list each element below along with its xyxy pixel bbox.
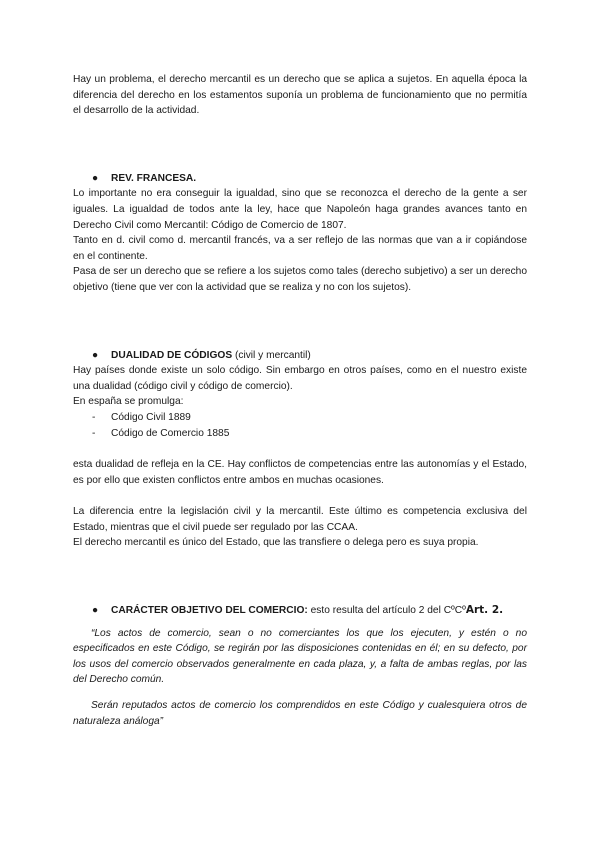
dash-marker: - bbox=[92, 427, 96, 439]
section-heading-caracter-objetivo bbox=[73, 603, 527, 619]
section-heading-dualidad bbox=[73, 348, 527, 364]
list-item-text: Código Civil 1889 bbox=[111, 411, 191, 423]
document-page bbox=[73, 72, 527, 729]
dualidad-paragraph-4: La diferencia entre la legislación civil y la mercantil. Este último es competencia exclusiva del Estado, mientras que el civil puede ser regulado por las CCAA. bbox=[73, 506, 527, 533]
dash-marker: - bbox=[92, 411, 96, 423]
dualidad-paragraph-2: En españa se promulga: bbox=[73, 396, 184, 408]
section-heading-rev-francesa bbox=[73, 171, 527, 187]
spacer bbox=[73, 488, 527, 504]
bullet-icon: ● bbox=[92, 605, 99, 617]
dualidad-paragraph-1: Hay países donde existe un solo código. Sin embargo en otros países, como en el nuestro existe una dualidad (código civil y código de comercio). bbox=[73, 365, 527, 392]
section-title: DUALIDAD DE CÓDIGOS bbox=[111, 349, 233, 361]
spacer bbox=[73, 551, 527, 603]
list-item bbox=[73, 426, 527, 442]
spacer bbox=[73, 619, 527, 626]
bullet-icon: ● bbox=[92, 172, 99, 184]
rev-francesa-paragraph-3: Pasa de ser un derecho que se refiere a los sujetos como tales (derecho subjetivo) a ser un derecho objetivo (tiene que ver con la actividad que se realiza y no con los sujetos). bbox=[73, 266, 527, 293]
article-quote-1: “Los actos de comercio, sean o no comerciantes los que los ejecuten, y estén o no especificados en este Código, se regirán por las disposiciones contenidas en él; en su defecto, por los usos del comercio observados generalmente en cada plaza, y, a falta de ambas reglas, por las del Derecho común. bbox=[73, 627, 527, 686]
spacer bbox=[73, 441, 527, 457]
spacer bbox=[73, 296, 527, 348]
bullet-icon: ● bbox=[92, 349, 99, 361]
section-title: CARÁCTER OBJETIVO DEL COMERCIO: bbox=[111, 605, 308, 617]
section-intro: esto resulta del artículo 2 del CºCº bbox=[307, 605, 466, 617]
dualidad-paragraph-5: El derecho mercantil es único del Estado, que las transfiere o delega pero es suya propia. bbox=[73, 537, 479, 549]
list-item-text: Código de Comercio 1885 bbox=[111, 427, 230, 439]
article-reference: Art. 2. bbox=[465, 604, 504, 617]
article-quote-2: Serán reputados actos de comercio los comprendidos en este Código y cualesquiera otros de naturaleza análoga” bbox=[73, 700, 527, 727]
spacer bbox=[73, 688, 527, 698]
section-title: REV. FRANCESA. bbox=[111, 172, 197, 184]
rev-francesa-paragraph-1: Lo importante no era conseguir la igualdad, sino que se reconozca el derecho de la gente a ser iguales. La igualdad de todos ante la ley, hace que Napoleón haga grandes avances tanto en Derecho Civil como Mercantil: Código de Comercio de 1807. bbox=[73, 188, 527, 231]
intro-paragraph: Hay un problema, el derecho mercantil es un derecho que se aplica a sujetos. En aquella época la diferencia del derecho en los estamentos suponía un problema de funcionamiento que no permitía el desarrollo de la actividad. bbox=[73, 74, 527, 117]
spacer bbox=[73, 119, 527, 171]
dualidad-paragraph-3: esta dualidad de refleja en la CE. Hay conflictos de competencias entre las autonomías y el Estado, es por ello que existen conflictos entre ambos en muchas ocasiones. bbox=[73, 459, 527, 486]
rev-francesa-paragraph-2: Tanto en d. civil como d. mercantil francés, va a ser reflejo de las normas que van a ir copiándose en el continente. bbox=[73, 235, 527, 262]
list-item bbox=[73, 410, 527, 426]
section-subtitle: (civil y mercantil) bbox=[232, 349, 311, 361]
